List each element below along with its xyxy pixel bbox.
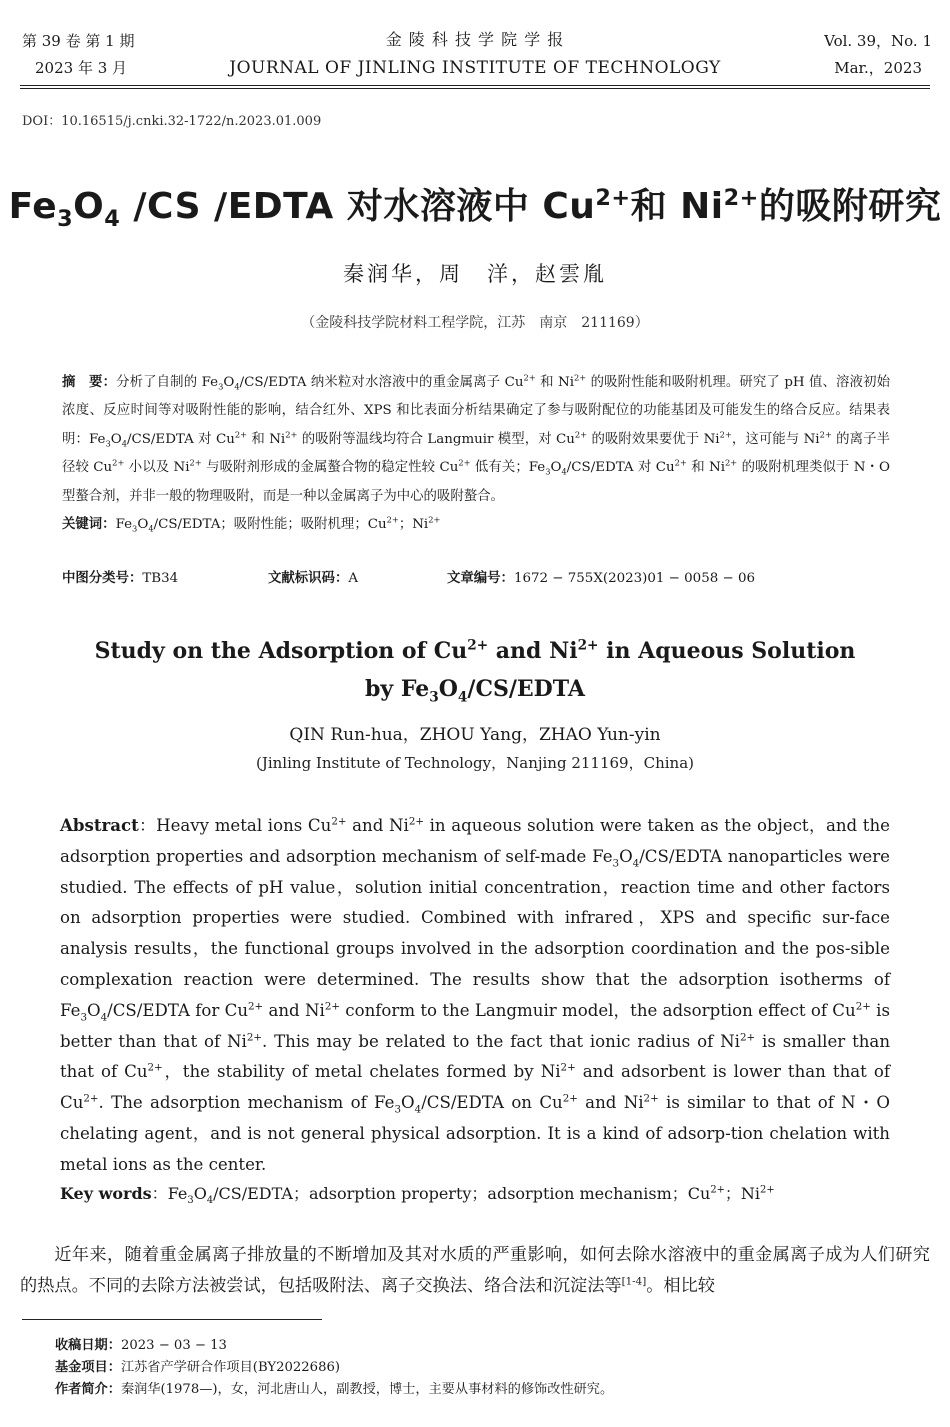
- journal-name-en: JOURNAL OF JINLING INSTITUTE OF TECHNOLOGY: [229, 58, 721, 78]
- journal-volume-issue: 第 39 卷 第 1 期: [22, 32, 135, 50]
- abstract-label-en: Abstract: [60, 815, 139, 835]
- citation-ref: [1-4]: [621, 1274, 647, 1287]
- author-bio: 作者简介：秦润华(1978—)，女，河北唐山人，副教授，博士，主要从事材料的修饰改性研究。: [55, 1381, 614, 1397]
- abstract-label-cn: 摘 要：: [62, 375, 117, 390]
- header-rule-bottom: [20, 88, 930, 89]
- journal-name-cn: 金 陵 科 技 学 院 学 报: [385, 30, 565, 49]
- received-date: 收稿日期：2023 − 03 − 13: [55, 1338, 227, 1353]
- footnote-rule: [22, 1319, 322, 1320]
- doi: DOI：10.16515/j.cnki.32-1722/n.2023.01.009: [22, 114, 322, 129]
- english-authors: QIN Run-hua，ZHOU Yang，ZHAO Yun-yin: [289, 725, 661, 745]
- paper-title: $Fe_3O_4$ /CS /EDTA 对水溶液中 $Cu^{2+}$和 $Ni^{2+}$的吸附研究: [8, 185, 942, 233]
- keywords-cn: 关键词：$Fe_3O_4/CS$/EDTA；吸附性能；吸附机理；$Cu^{2+}$；$Ni^{2+}$: [62, 514, 441, 534]
- header-rule-top: [20, 85, 930, 86]
- journal-volume-en: Vol. 39，No. 1: [824, 32, 932, 50]
- footnotes: [55, 1335, 925, 1400]
- clc-number: 中图分类号：TB34: [62, 571, 179, 586]
- document-code: 文献标识码：A: [268, 571, 359, 586]
- english-abstract: Abstract：Heavy metal ions $Cu^{2+}$ and $Ni^{2+}$ in aqueous solution were taken as the object，and the adsorption properties and adsorption mechanism of self-made $Fe_3O_4/CS$/EDTA nanoparticles were studied. The effects of pH value，solution initial concentration，reaction time and other factors on adsorption properties were studied. Combined with infrared，XPS and specific sur-face analysis results，the functional groups involved in the adsorption coordination and the pos-sible complexation reaction were determined. The results show that the adsorption isotherms of $Fe_3O_4/CS$/EDTA for $Cu^{2+}$ and $Ni^{2+}$ conform to the Langmuir model，the adsorption effect of $Cu^{2+}$ is better than that of $Ni^{2+}$. This may be related to the fact that ionic radius of $Ni^{2+}$ is smaller than that of $Cu^{2+}$，the stability of metal chelates formed by $Ni^{2+}$ and adsorbent is lower than that of $Cu^{2+}$. The adsorption mechanism of $Fe_3O_4/CS$/EDTA on $Cu^{2+}$ and $Ni^{2+}$ is similar to that of N・O chelating agent，and is not general physical adsorption. It is a kind of adsorp-tion chelation with metal ions as the center.: [60, 815, 891, 1174]
- journal-date-en: Mar.，2023: [834, 59, 922, 77]
- affiliation: （金陵科技学院材料工程学院，江苏 南京 211169）: [301, 315, 649, 331]
- english-title: Study on the Adsorption of $Cu^{2+}$ and $Ni^{2+}$ in Aqueous Solution by $Fe_3O_4/CS$/EDTA: [94, 637, 856, 706]
- fund-project: 基金项目：江苏省产学研合作项目(BY2022686): [55, 1359, 340, 1375]
- keywords-en: Key words：$Fe_3O_4/CS$/EDTA；adsorption property；adsorption mechanism；$Cu^{2+}$；$Ni^{2+}$: [60, 1184, 775, 1207]
- authors: 秦润华，周 洋，赵雲胤: [343, 262, 607, 286]
- chinese-abstract: 摘 要：分析了自制的 $Fe_3O_4/CS$/EDTA 纳米粒对水溶液中的重金属离子 $Cu^{2+}$ 和 $Ni^{2+}$ 的吸附性能和吸附机理。研究了 pH 值、溶液初始浓度、反应时间等对吸附性能的影响，结合红外、XPS 和比表面分析结果确定了参与吸附配位的功能基团及可能发生的络合反应。结果表明：$Fe_3O_4/CS$/EDTA 对 $Cu^{2+}$ 和 $Ni^{2+}$ 的吸附等温线均符合 Langmuir 模型，对 $Cu^{2+}$ 的吸附效果要优于 $Ni^{2+}$，这可能与 $Ni^{2+}$ 的离子半径较 $Cu^{2+}$ 小以及 $Ni^{2+}$ 与吸附剂形成的金属螯合物的稳定性较 $Cu^{2+}$ 低有关；$Fe_3O_4/CS$/EDTA 对 $Cu^{2+}$ 和 $Ni^{2+}$ 的吸附机理类似于 N・O 型螯合剂，并非一般的物理吸附，而是一种以金属离子为中心的吸附螯合。 关键词：$Fe_3O_4/CS$/EDTA；吸附性能；吸附机理；$Cu^{2+}$；$Ni^{2+}$: [62, 372, 890, 534]
- journal-date: 2023 年 3 月: [35, 59, 128, 77]
- body-paragraph: 近年来，随着重金属离子排放量的不断增加及其对水质的严重影响，如何去除水溶液中的重金属离子成为人们研究的热点。不同的去除方法被尝试，包括吸附法、离子交换法、络合法和沉淀法等[1-4]。相比较: [20, 1245, 930, 1296]
- article-number: 文章编号：1672 − 755X(2023)01 − 0058 − 06: [447, 571, 756, 586]
- english-affiliation: (Jinling Institute of Technology，Nanjing 211169，China): [255, 754, 694, 772]
